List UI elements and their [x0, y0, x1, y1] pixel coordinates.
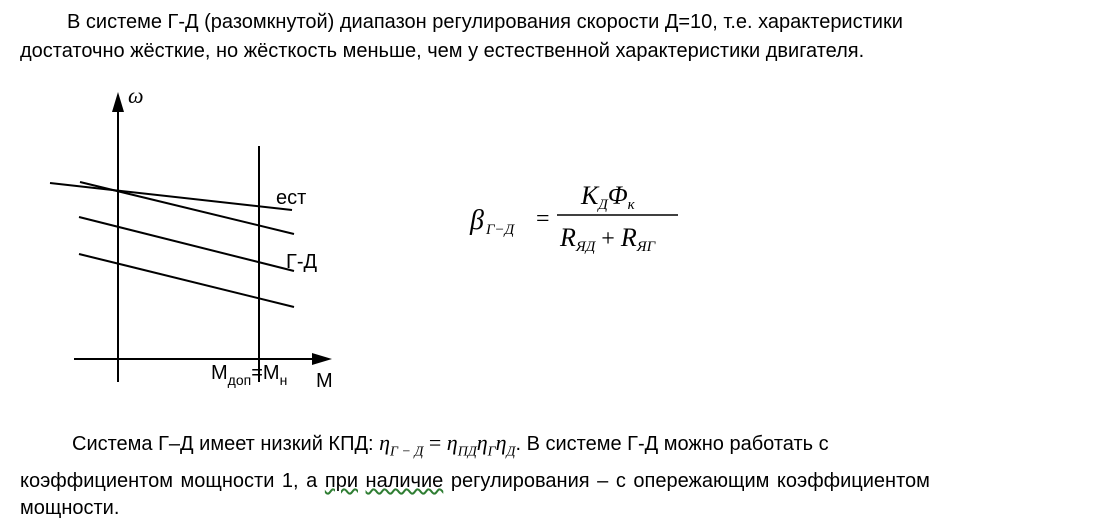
eta-formula: $\eta_{Г - Д} = \eta_{ПД}\eta_Г\eta_Д$ — [379, 430, 516, 460]
beta-formula — [469, 181, 678, 255]
beta-symbol: β — [470, 205, 484, 236]
text-segment: . В системе Г-Д можно работать с — [515, 433, 829, 455]
beta-equals: = — [536, 206, 550, 232]
beta-subscript: Г−Д — [486, 222, 515, 238]
label-est: ест — [276, 187, 307, 209]
paragraph-intro-line2: достаточно жёсткие, но жёсткость меньше, чем у естественной характеристики двигателя. — [20, 40, 865, 62]
denominator: RЯД + RЯГ — [560, 223, 656, 255]
text-segment: коэффициентом мощности 1, а — [20, 470, 325, 492]
label-gd: Г-Д — [286, 251, 318, 273]
paragraph-efficiency-line3: мощности. — [20, 497, 120, 519]
text-segment: регулирования – с опережающим коэффициентом — [443, 470, 930, 492]
y-axis-label: ω — [128, 83, 144, 108]
paragraph-efficiency-line2 — [20, 469, 930, 493]
text-segment — [358, 470, 366, 492]
text-segment: Система Г–Д имеет низкий КПД: — [72, 433, 380, 455]
numerator: КДΦк — [581, 181, 635, 213]
spellcheck-word: Д — [664, 11, 679, 33]
text-segment: В системе Г-Д (разомкнутой) диапазон регулирования скорости — [67, 11, 665, 33]
m-dop-label: $М_{доп}=М_н$ — [211, 362, 288, 388]
natural-characteristic-line — [50, 183, 292, 210]
paragraph-efficiency-line1 — [72, 431, 829, 464]
spellcheck-word: при — [324, 470, 358, 492]
x-axis-label: М — [316, 370, 333, 392]
y-axis-arrow — [112, 92, 124, 112]
spellcheck-word: наличие — [365, 470, 444, 492]
text-segment: =10, т.е. характеристики — [678, 11, 903, 33]
x-axis-arrow — [312, 353, 332, 365]
